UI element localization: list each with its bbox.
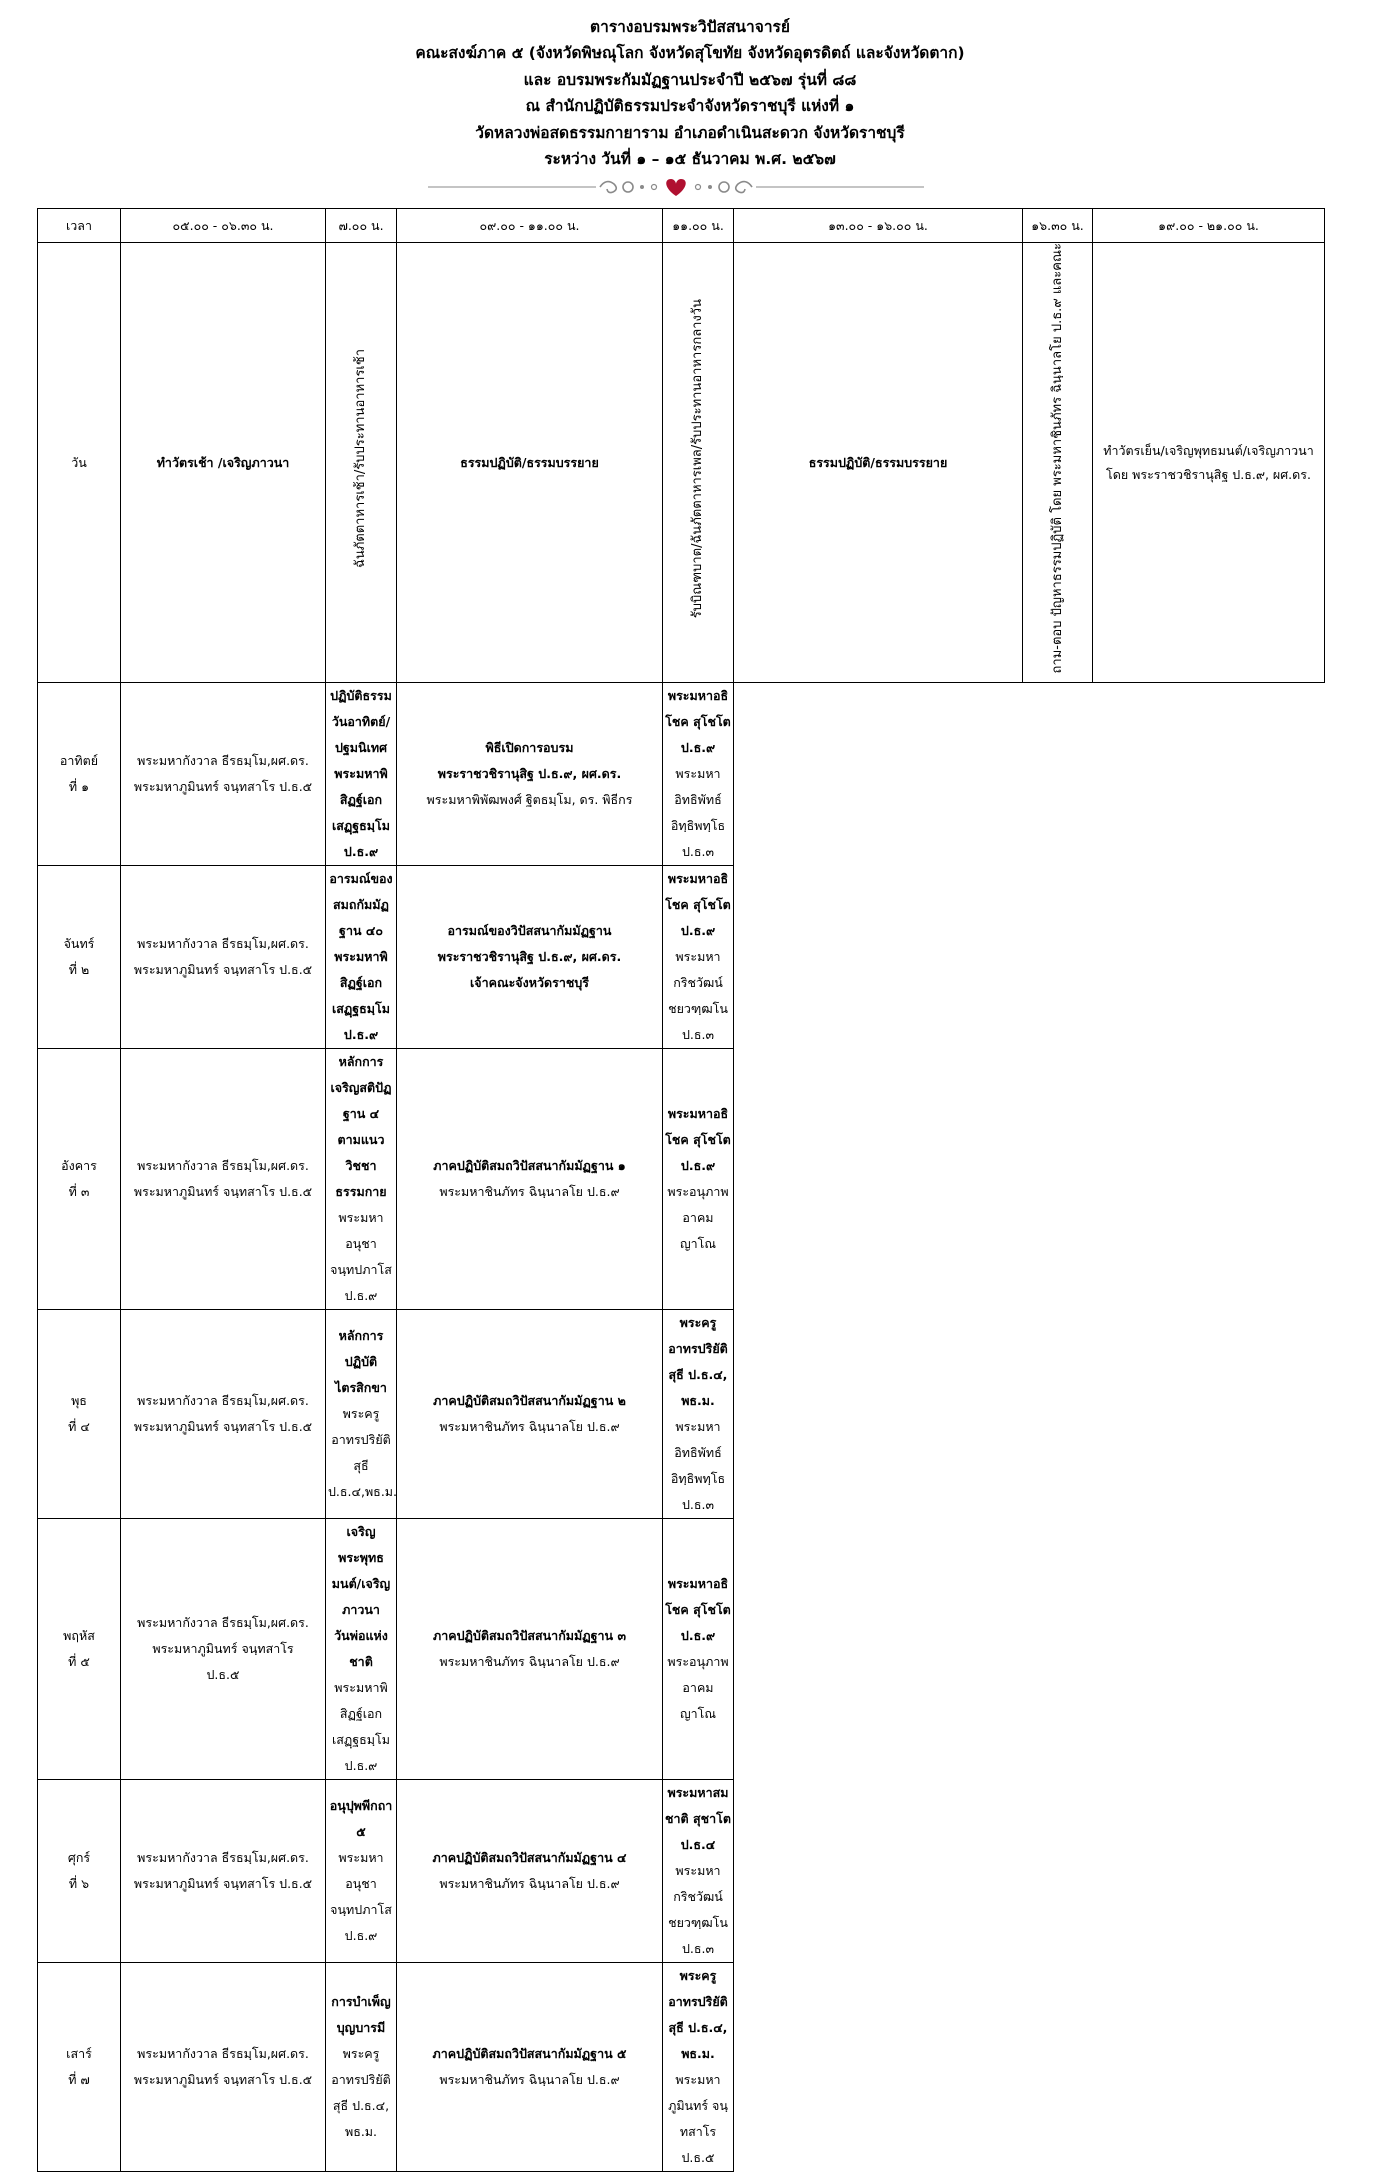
table-row — [38, 1519, 1325, 1780]
time-label: เวลา — [38, 209, 121, 243]
schedule-table — [37, 208, 1325, 2172]
session-topic: ภาคปฏิบัติสมถวิปัสสนากัมมัฏฐาน ๔ — [432, 1850, 627, 1866]
breakfast-text: ฉันภัตตาหารเช้า/รับประทานอาหารเช้า — [353, 348, 368, 568]
instructor-name: พระมหากังวาล ธีรธมฺโม,ผศ.ดร. — [137, 1615, 309, 1631]
day-cell — [38, 1963, 121, 2172]
evening-qa-cell — [1023, 243, 1093, 683]
evening-cell — [663, 683, 734, 866]
instructor-name: พระมหาชินภัทร ฉินฺนาลโย ป.ธ.๙ — [439, 1419, 620, 1435]
session-topic: พระราชวชิรานุสิฐ ป.ธ.๙, ผศ.ดร. — [437, 949, 622, 965]
instructor-name: ป.ธ.๕ — [206, 1667, 240, 1683]
table-row — [38, 683, 1325, 866]
day-label: วัน — [38, 243, 121, 683]
time-header-row — [38, 209, 1325, 243]
evening-cell — [663, 1310, 734, 1519]
session-topic: ภาคปฏิบัติสมถวิปัสสนากัมมัฏฐาน ๕ — [432, 2046, 627, 2062]
instructor-name: พระอนุภาพ อาคมญาโณ — [667, 1184, 729, 1252]
activity-header-row — [38, 243, 1325, 683]
session-topic: พระราชวชิรานุสิฐ ป.ธ.๙, ผศ.ดร. — [437, 766, 622, 782]
evening-cell — [663, 866, 734, 1049]
afternoon-cell — [397, 866, 663, 1049]
morning-cell — [121, 1519, 326, 1780]
morning-activity: ทำวัตรเช้า /เจริญภาวนา — [121, 243, 326, 683]
day-name: อาทิตย์ — [59, 753, 99, 769]
session-topic: พระมหาพิสิฏฐ์เอก เสฏฺฐธมฺโม ป.ธ.๙ — [331, 766, 390, 860]
time-slot: ๐๙.๐๐ - ๑๑.๐๐ น. — [397, 209, 663, 243]
evening-activity — [1093, 243, 1325, 683]
day-name: ศุกร์ — [67, 1850, 91, 1866]
late-morning-activity: ธรรมปฏิบัติ/ธรรมบรรยาย — [397, 243, 663, 683]
late-morning-cell — [326, 683, 397, 866]
session-leader: พระครูอาทรปริยัติสุธี ป.ธ.๔, พธ.ม. — [668, 1315, 728, 1409]
instructor-name: พระมหาภูมินทร์ จนฺทสาโร — [152, 1641, 294, 1657]
day-cell — [38, 866, 121, 1049]
morning-cell — [121, 1780, 326, 1963]
instructor-name: พระมหาอนุชา จนฺทปภาโส ป.ธ.๙ — [330, 1850, 392, 1944]
time-slot: ๗.๐๐ น. — [326, 209, 397, 243]
session-topic: อารมณ์ของวิปัสสนากัมมัฏฐาน — [447, 923, 612, 939]
day-name: ที่ ๕ — [68, 1654, 90, 1670]
day-name: ที่ ๑ — [68, 779, 90, 795]
time-slot: ๑๑.๐๐ น. — [663, 209, 734, 243]
document-title-block — [0, 14, 1380, 172]
instructor-name: พระมหาชินภัทร ฉินฺนาลโย ป.ธ.๙ — [439, 1876, 620, 1892]
session-leader: พระมหาสมชาติ สุชาโต ป.ธ.๔ — [665, 1785, 731, 1853]
afternoon-cell — [397, 1519, 663, 1780]
lunch-text: รับบิณฑบาต/ฉันภัตตาหารเพล/รับประทานอาหารกลางวัน — [690, 298, 705, 618]
instructor-name: พระมหากังวาล ธีรธมฺโม,ผศ.ดร. — [137, 753, 309, 769]
late-morning-cell — [326, 866, 397, 1049]
instructor-name: พระมหากริชวัฒน์ ชยวฑฺฒโน ป.ธ.๓ — [668, 1863, 728, 1957]
session-topic: ภาคปฏิบัติสมถวิปัสสนากัมมัฏฐาน ๒ — [433, 1393, 626, 1409]
day-cell — [38, 1519, 121, 1780]
time-slot: ๑๖.๓๐ น. — [1023, 209, 1093, 243]
title-line: คณะสงฆ์ภาค ๕ (จังหวัดพิษณุโลก จังหวัดสุโขทัย จังหวัดอุตรดิตถ์ และจังหวัดตาก) — [415, 44, 965, 63]
time-slot: ๑๙.๐๐ - ๒๑.๐๐ น. — [1093, 209, 1325, 243]
morning-cell — [121, 1310, 326, 1519]
day-name: เสาร์ — [66, 2046, 92, 2062]
instructor-name: พระมหากังวาล ธีรธมฺโม,ผศ.ดร. — [137, 1393, 309, 1409]
evening-cell — [663, 1963, 734, 2172]
day-name: พุธ — [71, 1393, 87, 1409]
title-line: ระหว่าง วันที่ ๑ – ๑๕ ธันวาคม พ.ศ. ๒๕๖๗ — [544, 150, 836, 169]
title-line: ตารางอบรมพระวิปัสสนาจารย์ — [590, 18, 790, 36]
table-row — [38, 1780, 1325, 1963]
day-name: ที่ ๓ — [68, 1184, 90, 1200]
late-morning-cell — [326, 1963, 397, 2172]
instructor-name: พระมหาพิพัฒพงศ์ ฐิตธมฺโม, ดร. พิธีกร — [426, 792, 633, 808]
session-topic: เจริญพระพุทธมนต์/เจริญภาวนา — [331, 1524, 391, 1618]
late-morning-cell — [326, 1519, 397, 1780]
session-topic: อารมณ์ของสมถกัมมัฏฐาน ๔๐ — [329, 871, 393, 939]
title-line: ณ สำนักปฏิบัติธรรมประจำจังหวัดราชบุรี แห่งที่ ๑ — [525, 97, 855, 116]
instructor-name: พระมหาภูมินทร์ จนฺทสาโร ป.ธ.๕ — [133, 779, 313, 795]
instructor-name: พระครูอาทรปริยัติสุธี ป.ธ.๔,พธ.ม. — [328, 1406, 398, 1500]
morning-cell — [121, 1049, 326, 1310]
session-topic: อนุปุพพีกถา ๕ — [329, 1798, 393, 1840]
morning-cell — [121, 683, 326, 866]
session-leader: พระมหาอธิโชค สุโชโต ป.ธ.๙ — [665, 871, 731, 939]
instructor-name: พระมหากังวาล ธีรธมฺโม,ผศ.ดร. — [137, 1850, 309, 1866]
evening-cell — [663, 1049, 734, 1310]
day-cell — [38, 1780, 121, 1963]
late-morning-cell — [326, 1780, 397, 1963]
instructor-name: พระมหาภูมินทร์ จนฺทสาโร ป.ธ.๕ — [133, 1419, 313, 1435]
day-name: ที่ ๔ — [68, 1419, 90, 1435]
instructor-name: พระอนุภาพ อาคมญาโณ — [667, 1654, 729, 1722]
instructor-name: พระมหาอิทธิพัทธ์ อิทฺธิพทฺโธ ป.ธ.๓ — [670, 1419, 726, 1513]
afternoon-cell — [397, 1963, 663, 2172]
breakfast-cell — [326, 243, 397, 683]
instructor-name: พระครูอาทรปริยัติสุธี ป.ธ.๔, พธ.ม. — [331, 2046, 391, 2140]
instructor-name: พระมหาภูมินทร์ จนฺทสาโร ป.ธ.๕ — [133, 2072, 313, 2088]
instructor-name: พระมหาอิทธิพัทธ์ อิทฺธิพทฺโธ ป.ธ.๓ — [670, 766, 726, 860]
evening-activity-leader: โดย พระราชวชิรานุสิฐ ป.ธ.๙, ผศ.ดร. — [1106, 466, 1311, 482]
instructor-name: พระมหาภูมินทร์ จนฺทสาโร ป.ธ.๕ — [133, 1184, 313, 1200]
morning-cell — [121, 866, 326, 1049]
afternoon-cell — [397, 683, 663, 866]
session-leader: พระมหาอธิโชค สุโชโต ป.ธ.๙ — [665, 688, 731, 756]
session-topic: พระมหาพิสิฏฐ์เอก เสฏฺฐธมฺโม ป.ธ.๙ — [331, 949, 390, 1043]
day-name: พฤหัส — [63, 1628, 95, 1644]
ornament-divider-icon — [428, 176, 924, 198]
afternoon-activity: ธรรมปฏิบัติ/ธรรมบรรยาย — [734, 243, 1023, 683]
session-leader: พระมหาอธิโชค สุโชโต ป.ธ.๙ — [665, 1106, 731, 1174]
late-morning-cell — [326, 1049, 397, 1310]
session-topic: ภาคปฏิบัติสมถวิปัสสนากัมมัฏฐาน ๑ — [433, 1158, 626, 1174]
instructor-name: พระมหากังวาล ธีรธมฺโม,ผศ.ดร. — [137, 1158, 309, 1174]
time-slot: ๐๕.๐๐ - ๐๖.๓๐ น. — [121, 209, 326, 243]
instructor-name: พระมหาพิสิฏฐ์เอก เสฏฺฐธมฺโม ป.ธ.๙ — [331, 1680, 390, 1774]
table-row — [38, 1310, 1325, 1519]
instructor-name: พระมหาภูมินทร์ จนฺทสาโร ป.ธ.๕ — [133, 1876, 313, 1892]
session-topic: หลักการเจริญสติปัฏฐาน ๔ — [330, 1054, 392, 1122]
table-row — [38, 866, 1325, 1049]
time-slot: ๑๓.๐๐ - ๑๖.๐๐ น. — [734, 209, 1023, 243]
instructor-name: พระมหาชินภัทร ฉินฺนาลโย ป.ธ.๙ — [439, 1654, 620, 1670]
session-topic: การบำเพ็ญบุญบารมี — [331, 1994, 391, 2036]
session-topic: เจ้าคณะจังหวัดราชบุรี — [470, 975, 589, 991]
evening-cell — [663, 1780, 734, 1963]
afternoon-cell — [397, 1780, 663, 1963]
lunch-cell — [663, 243, 734, 683]
evening-qa-text: ถาม-ตอบ ปัญหาธรรมปฏิบัติ โดย พระมหาชินภัทร ฉินฺนาลโย ป.ธ.๙ และคณะ — [1049, 243, 1065, 674]
session-topic: พิธีเปิดการอบรม — [485, 740, 574, 756]
session-leader: พระครูอาทรปริยัติสุธี ป.ธ.๔, พธ.ม. — [668, 1968, 728, 2062]
session-topic: วันพ่อแห่งชาติ — [334, 1628, 388, 1670]
title-line: วัดหลวงพ่อสดธรรมกายาราม อำเภอดำเนินสะดวก จังหวัดราชบุรี — [475, 123, 905, 142]
instructor-name: พระมหาชินภัทร ฉินฺนาลโย ป.ธ.๙ — [439, 2072, 620, 2088]
instructor-name: พระมหาอนุชา จนฺทปภาโส ป.ธ.๙ — [330, 1210, 392, 1304]
day-name: อังคาร — [61, 1158, 97, 1174]
day-cell — [38, 1049, 121, 1310]
table-row — [38, 1963, 1325, 2172]
day-cell — [38, 1310, 121, 1519]
instructor-name: พระมหาภูมินทร์ จนฺทสาโร ป.ธ.๕ — [133, 962, 313, 978]
title-line: และ อบรมพระกัมมัฏฐานประจำปี ๒๕๖๗ รุ่นที่ ๘๘ — [523, 70, 857, 89]
table-row — [38, 1049, 1325, 1310]
session-topic: หลักการปฏิบัติไตรสิกขา — [335, 1328, 387, 1396]
session-topic: ตามแนววิชชาธรรมกาย — [335, 1132, 387, 1200]
evening-cell — [663, 1519, 734, 1780]
day-name: ที่ ๖ — [68, 1876, 90, 1892]
day-cell — [38, 683, 121, 866]
afternoon-cell — [397, 1310, 663, 1519]
morning-cell — [121, 1963, 326, 2172]
session-leader: พระมหาอธิโชค สุโชโต ป.ธ.๙ — [665, 1576, 731, 1644]
instructor-name: พระมหากริชวัฒน์ ชยวฑฺฒโน ป.ธ.๓ — [668, 949, 728, 1043]
day-name: จันทร์ — [63, 936, 95, 952]
late-morning-cell — [326, 1310, 397, 1519]
session-topic: ภาคปฏิบัติสมถวิปัสสนากัมมัฏฐาน ๓ — [432, 1628, 626, 1644]
session-topic: ปฏิบัติธรรมวันอาทิตย์/ปฐมนิเทศ — [330, 688, 392, 756]
instructor-name: พระมหากังวาล ธีรธมฺโม,ผศ.ดร. — [137, 936, 309, 952]
afternoon-cell — [397, 1049, 663, 1310]
instructor-name: พระมหาชินภัทร ฉินฺนาลโย ป.ธ.๙ — [439, 1184, 620, 1200]
instructor-name: พระมหากังวาล ธีรธมฺโม,ผศ.ดร. — [137, 2046, 309, 2062]
day-name: ที่ ๗ — [68, 2072, 90, 2088]
day-name: ที่ ๒ — [68, 962, 90, 978]
evening-activity-title: ทำวัตรเย็น/เจริญพุทธมนต์/เจริญภาวนา — [1103, 442, 1314, 458]
instructor-name: พระมหาภูมินทร์ จนฺทสาโร ป.ธ.๕ — [668, 2072, 728, 2166]
